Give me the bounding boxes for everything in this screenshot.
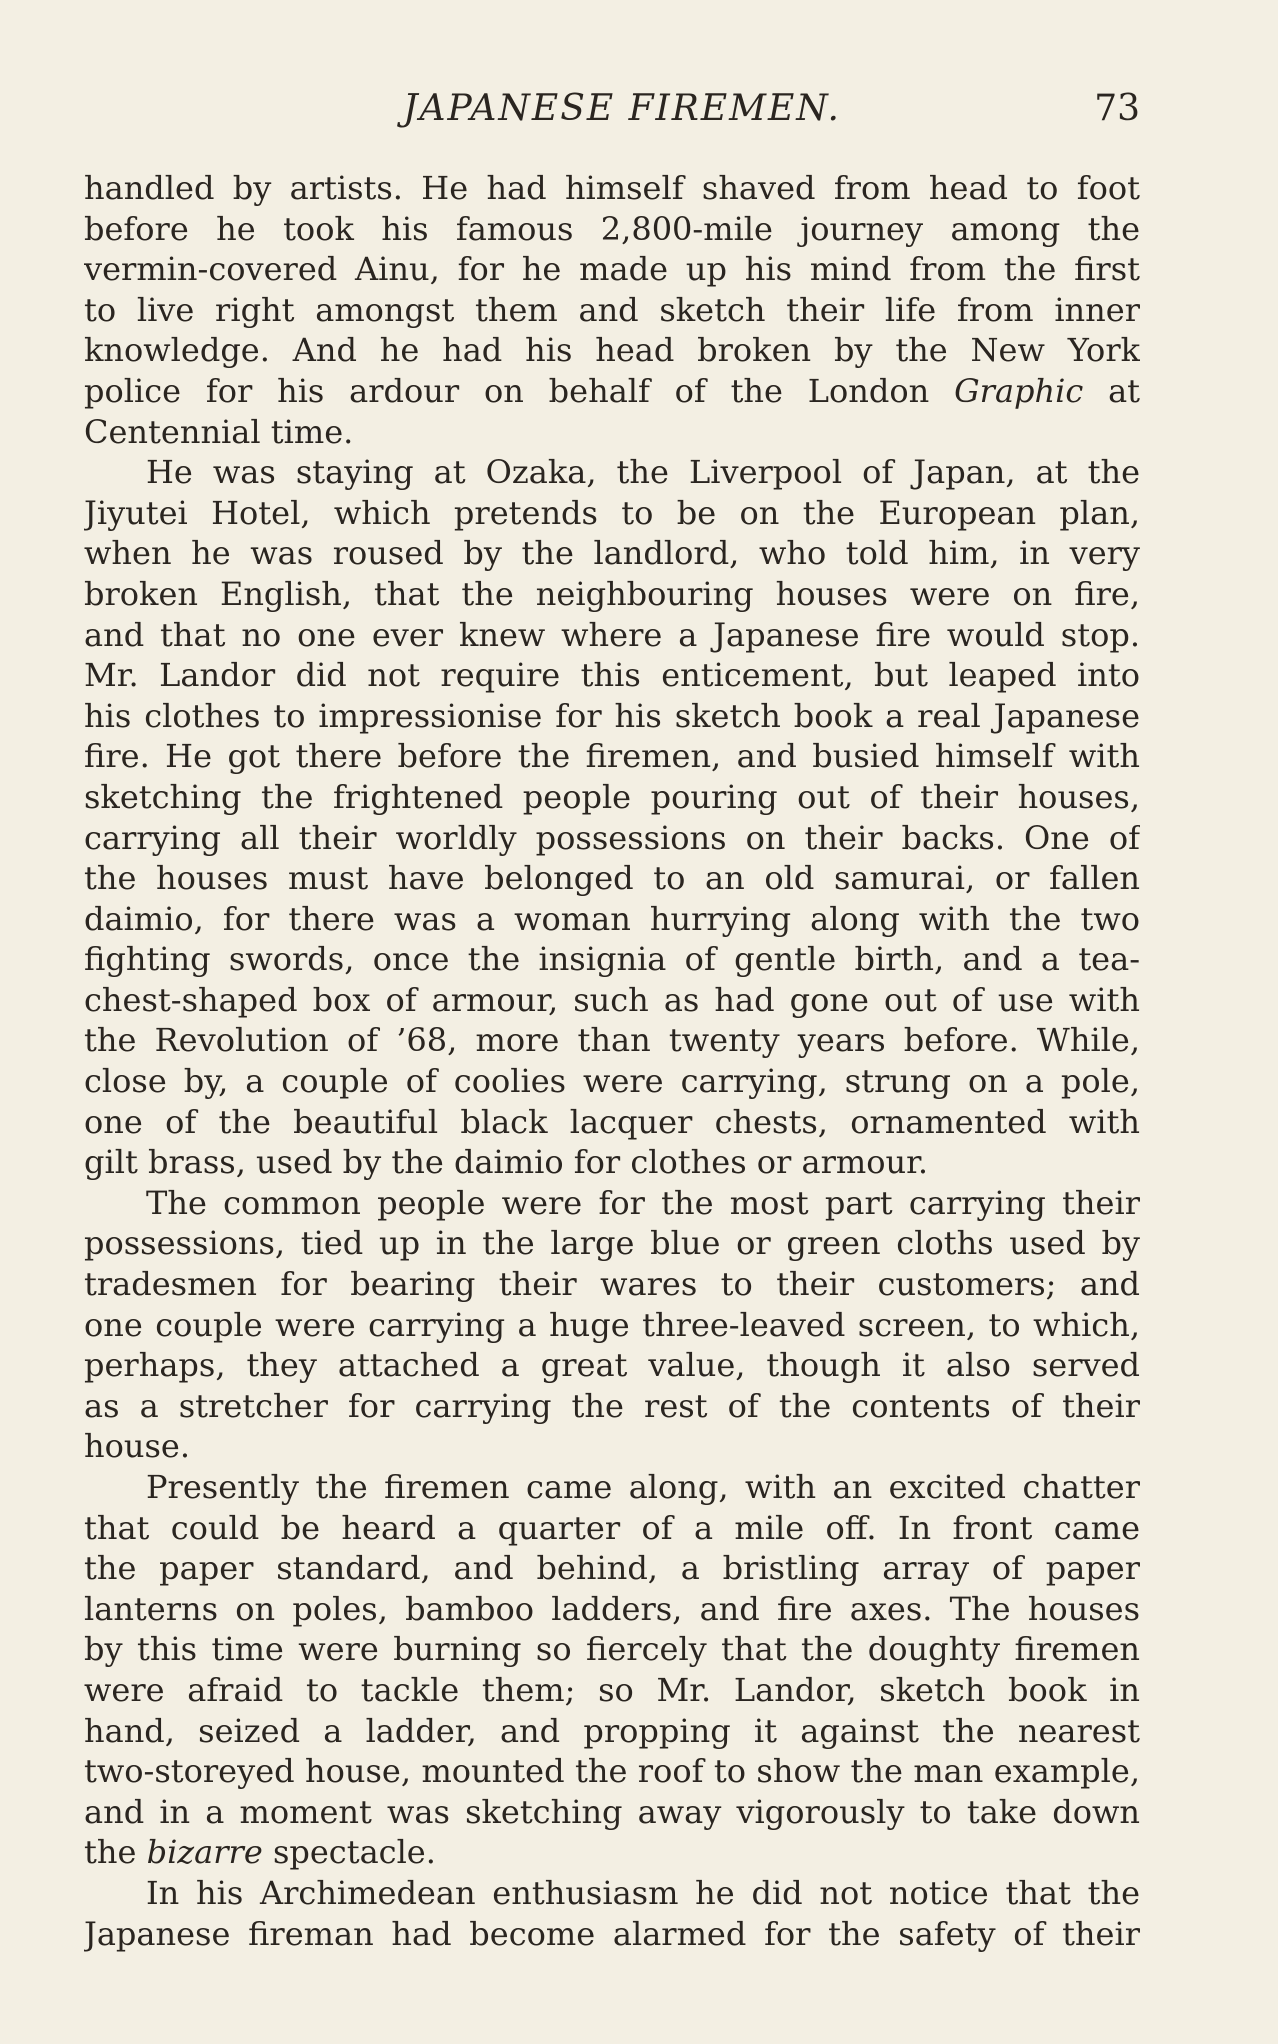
text-line: chest-shaped box of armour, such as had gone out of use with [84, 980, 1140, 1019]
text-line: two-storeyed house, mounted the roof to show the man example, [84, 1752, 1140, 1791]
text-line: The common people were for the most part carrying their [146, 1183, 1140, 1222]
text-line: fighting swords, once the insignia of gentle birth, and a tea- [84, 940, 1140, 979]
page-number: 73 [1094, 88, 1140, 129]
text-line: that could be heard a quarter of a mile off. In front came [84, 1508, 1140, 1547]
text-line: tradesmen for bearing their wares to their customers; and [84, 1265, 1140, 1304]
text-line: possessions, tied up in the large blue or green cloths used by [84, 1224, 1140, 1263]
text-line: the houses must have belonged to an old samurai, or fallen [84, 859, 1140, 898]
text-line: perhaps, they attached a great value, though it also served [84, 1346, 1140, 1385]
running-head [84, 88, 1140, 138]
text-line: He was staying at Ozaka, the Liverpool of Japan, at the [146, 453, 1140, 492]
text-line: the Revolution of ’68, more than twenty years before. While, [84, 1021, 1140, 1060]
text-line: house. [84, 1427, 191, 1466]
text-line: daimio, for there was a woman hurrying along with the two [84, 899, 1140, 938]
text-line: by this time were burning so fiercely that the doughty firemen [84, 1630, 1140, 1669]
text-line: to live right amongst them and sketch their life from inner [84, 290, 1140, 329]
text-line: were afraid to tackle them; so Mr. Landor, sketch book in [84, 1670, 1140, 1709]
text-line: the paper standard, and behind, a bristling array of paper [84, 1549, 1140, 1588]
text-line: and in a moment was sketching away vigorously to take down [84, 1792, 1140, 1831]
text-line: the bizarre spectacle. [84, 1833, 436, 1872]
text-line: one couple were carrying a huge three-leaved screen, to which, [84, 1305, 1140, 1344]
text-line: when he was roused by the landlord, who told him, in very [84, 534, 1140, 573]
body-text [84, 168, 1140, 1954]
running-title: JAPANESE FIREMEN. [403, 88, 841, 129]
text-line: lanterns on poles, bamboo ladders, and fire axes. The houses [84, 1589, 1140, 1628]
text-line: Mr. Landor did not require this enticement, but leaped into [84, 656, 1140, 695]
text-line: broken English, that the neighbouring houses were on fire, [84, 574, 1140, 613]
text-line: Japanese fireman had become alarmed for the safety of their [84, 1914, 1140, 1953]
text-line: and that no one ever knew where a Japanese fire would stop. [84, 615, 1140, 654]
text-line: Centennial time. [84, 412, 354, 451]
text-line: knowledge. And he had his head broken by the New York [84, 331, 1140, 370]
text-line: In his Archimedean enthusiasm he did not notice that the [146, 1873, 1140, 1912]
text-line: Jiyutei Hotel, which pretends to be on the European plan, [84, 493, 1140, 532]
text-line: sketching the frightened people pouring out of their houses, [84, 777, 1140, 816]
text-line: carrying all their worldly possessions on their backs. One of [84, 818, 1140, 857]
text-line: his clothes to impressionise for his sketch book a real Japanese [84, 696, 1140, 735]
text-line: close by, a couple of coolies were carrying, strung on a pole, [84, 1062, 1140, 1101]
text-line: hand, seized a ladder, and propping it against the nearest [84, 1711, 1140, 1750]
text-line: fire. He got there before the firemen, and busied himself with [84, 737, 1140, 776]
text-line: handled by artists. He had himself shaved from head to foot [84, 169, 1140, 207]
text-line: vermin-covered Ainu, for he made up his mind from the first [84, 250, 1140, 289]
text-line: as a stretcher for carrying the rest of the contents of their [84, 1386, 1140, 1425]
text-line: Presently the firemen came along, with an excited chatter [146, 1468, 1140, 1506]
text-line: before he took his famous 2,800-mile journey among the [84, 209, 1140, 248]
text-line: gilt brass, used by the daimio for clothes or armour. [84, 1143, 929, 1182]
text-line: police for his ardour on behalf of the London Graphic at [84, 371, 1140, 410]
text-line: one of the beautiful black lacquer chests, ornamented with [84, 1102, 1140, 1141]
